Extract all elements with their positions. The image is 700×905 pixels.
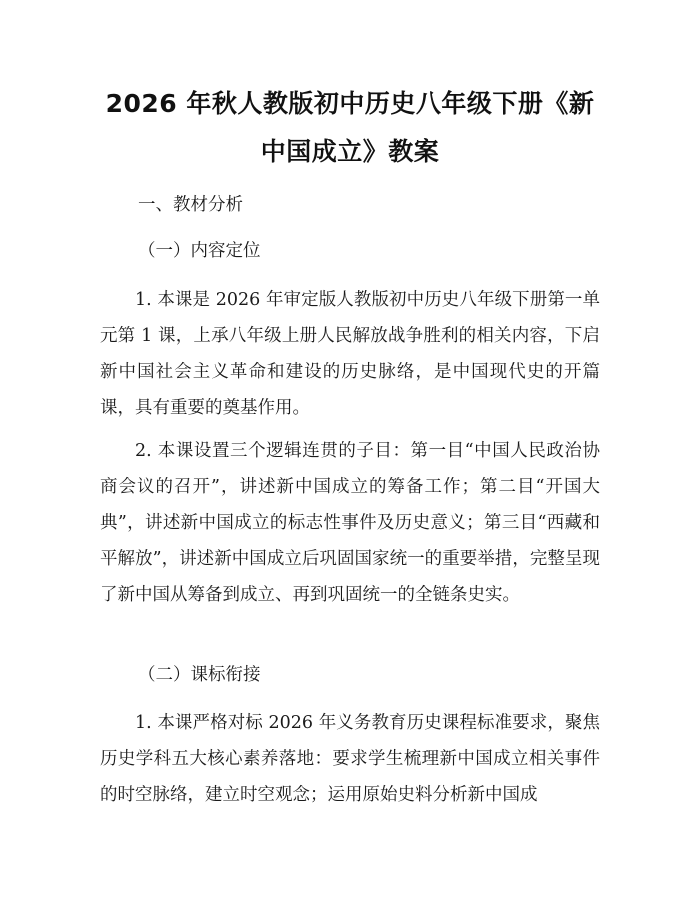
section-heading-textbook-analysis: 一、教材分析 (138, 195, 243, 215)
subsection-heading-content-positioning: （一）内容定位 (138, 241, 261, 261)
document-title: 2026 年秋人教版初中历史八年级下册《新中国成立》教案 (105, 89, 595, 166)
paragraph-content-positioning-1: 1. 本课是 2026 年审定版人教版初中历史八年级下册第一单元第 1 课，上承八年级上册人民解放战争胜利的相关内容，下启新中国社会主义革命和建设的历史脉络，是中国现代史的开篇课，具有重要的奠基作用。 (100, 290, 600, 418)
paragraph-content-positioning-2: 2. 本课设置三个逻辑连贯的子目：第一目“中国人民政治协商会议的召开”，讲述新中国成立的筹备工作；第二目“开国大典”，讲述新中国成立的标志性事件及历史意义；第三目“西藏和平解放”，讲述新中国成立后巩固国家统一的重要举措，完整呈现了新中国从筹备到成立、再到巩固统一的全链条史实。 (100, 441, 600, 605)
subsection-heading-curriculum-standards: （二）课标衔接 (138, 665, 261, 685)
paragraph-curriculum-standards-1: 1. 本课严格对标 2026 年义务教育历史课程标准要求，聚焦历史学科五大核心素养落地：要求学生梳理新中国成立相关事件的时空脉络，建立时空观念；运用原始史料分析新中国成 (100, 713, 600, 805)
